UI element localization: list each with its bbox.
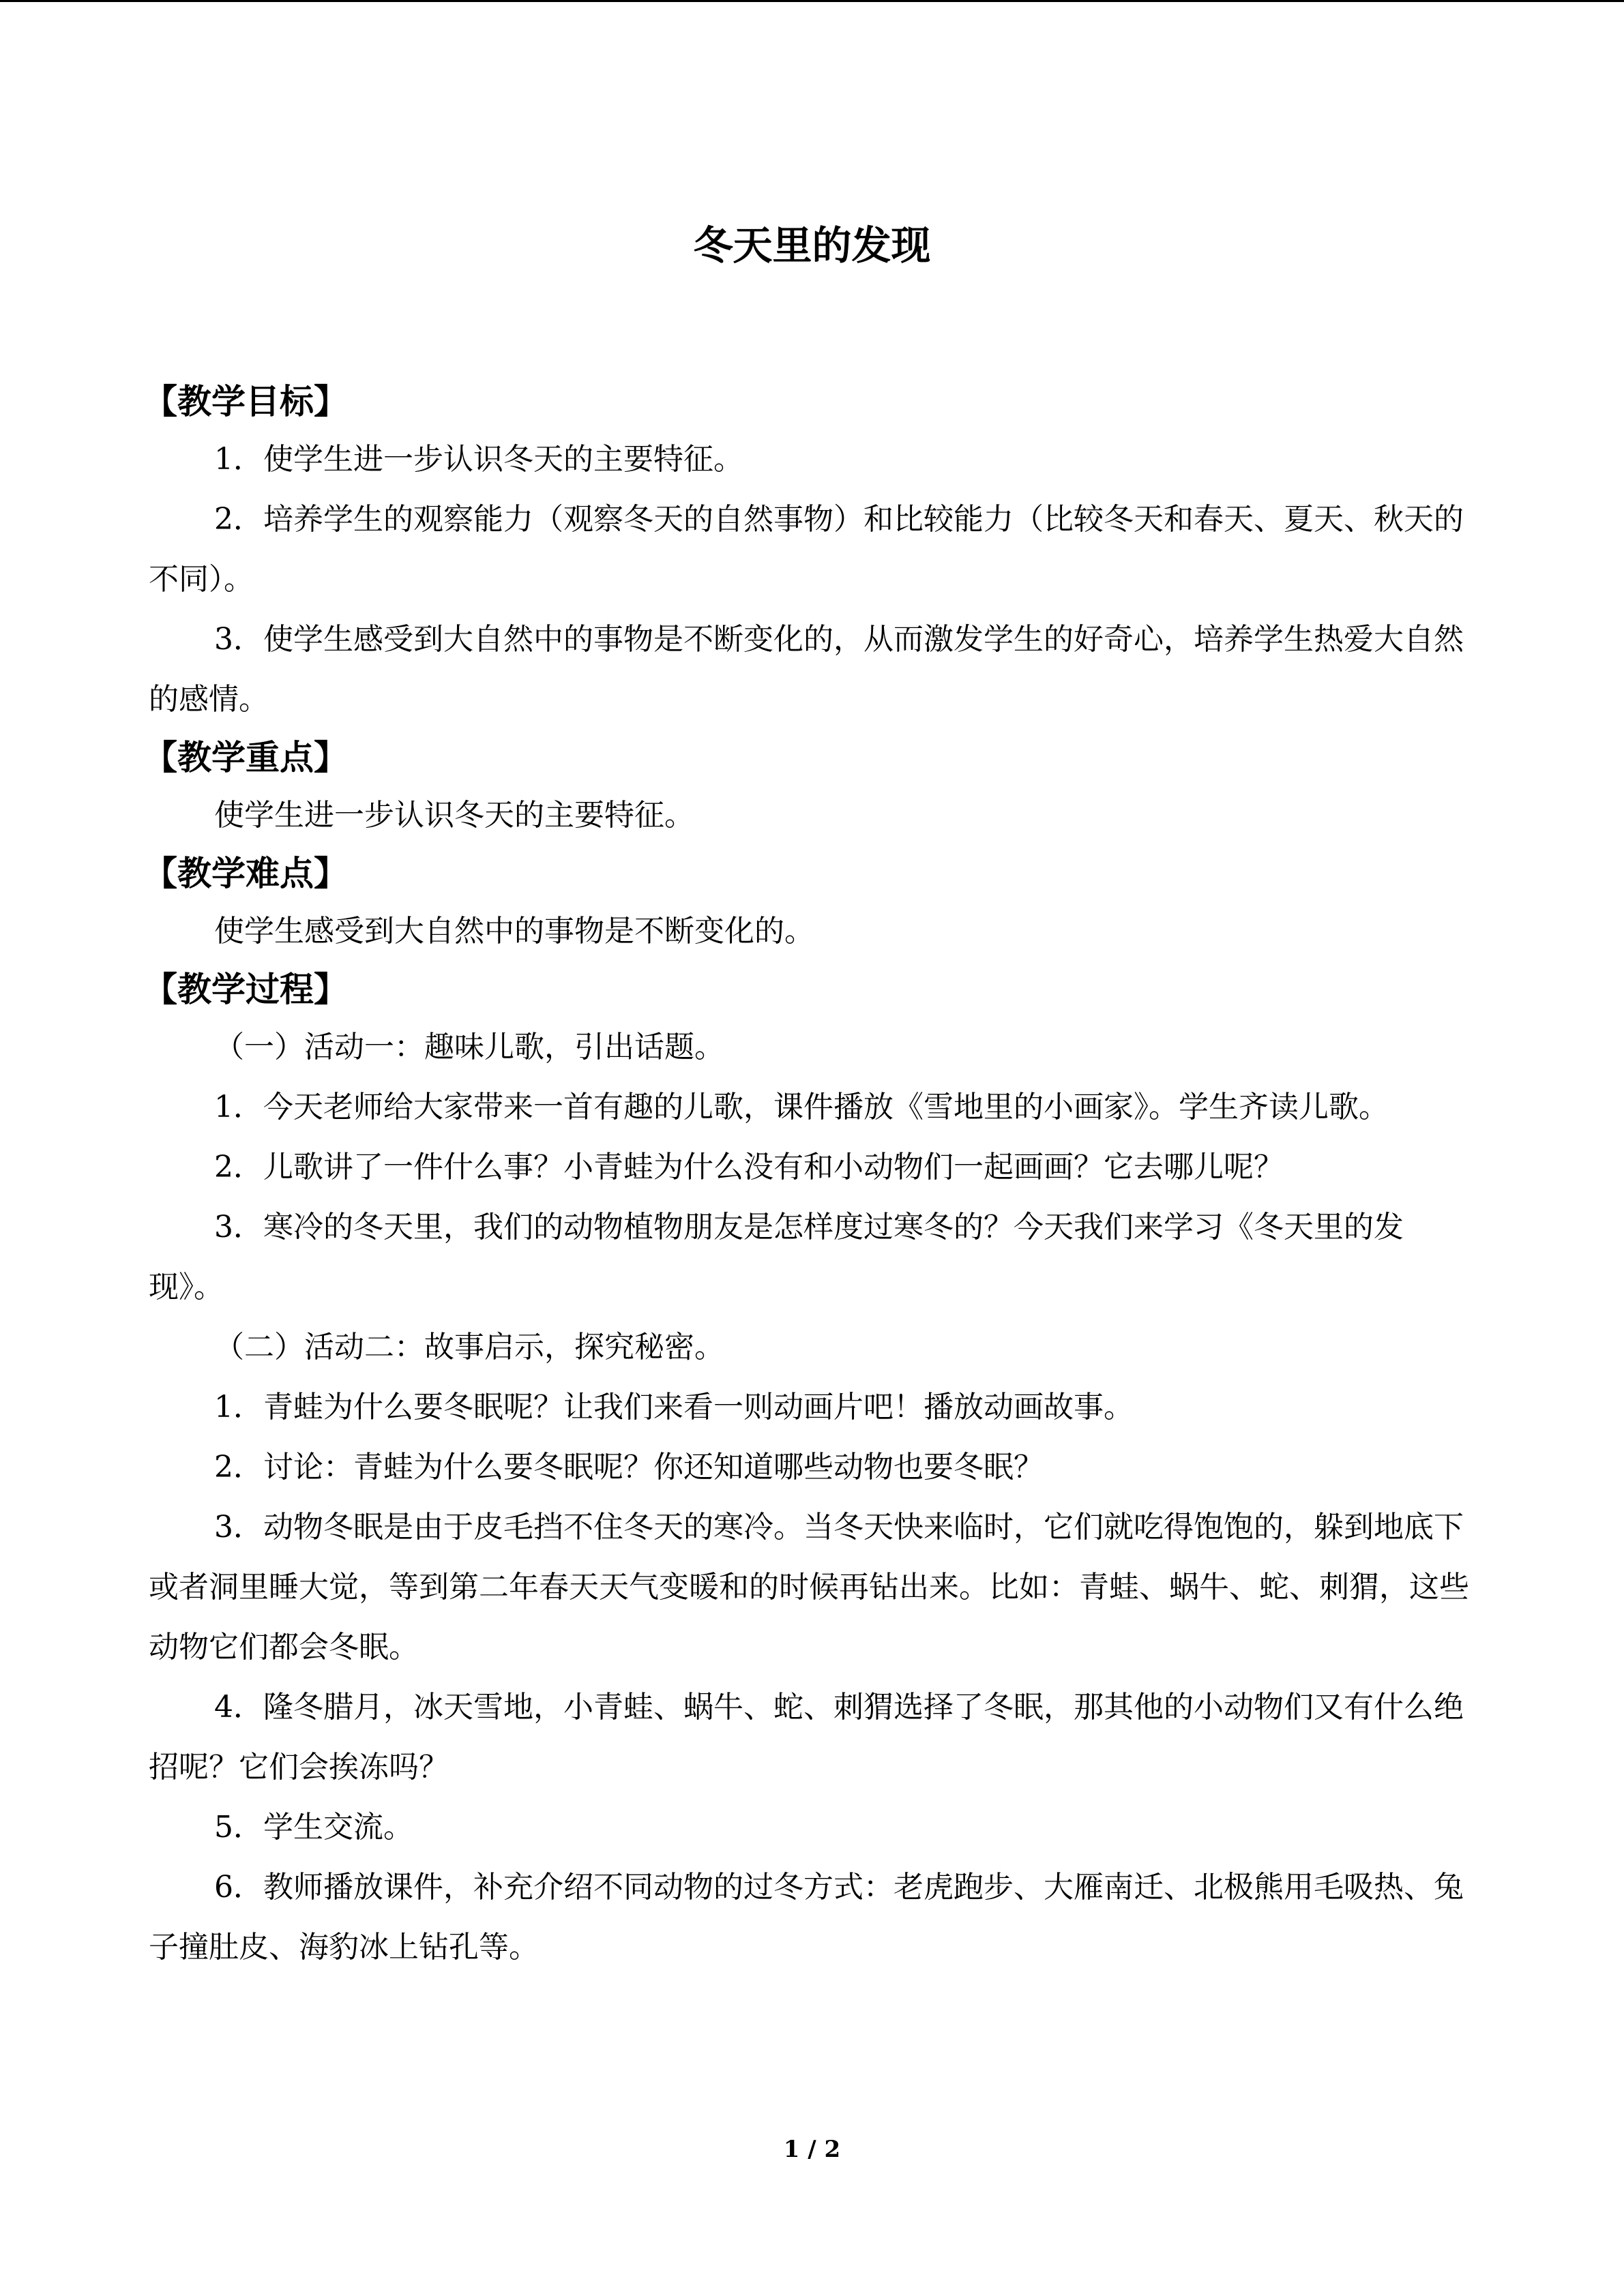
- process-paragraph-7: 4．隆冬腊月，冰天雪地，小青蛙、蜗牛、蛇、刺猬选择了冬眠，那其他的小动物们又有什么绝招呢？它们会挨冻吗？: [149, 1690, 1464, 1785]
- process-paragraph-2: 2．儿歌讲了一件什么事？小青蛙为什么没有和小动物们一起画画？它去哪儿呢？: [214, 1150, 1284, 1184]
- page-number: 1 / 2: [783, 2136, 841, 2163]
- top-border-line: [0, 0, 1624, 2]
- difficulty-paragraph: 使学生感受到大自然中的事物是不断变化的。: [214, 914, 814, 949]
- section-heading-teaching-goals: 【教学目标】: [143, 382, 348, 421]
- goal-paragraph-3: 3．使学生感受到大自然中的事物是不断变化的，从而激发学生的好奇心，培养学生热爱大自然的感情。: [149, 622, 1464, 717]
- process-paragraph-9: 6．教师播放课件，补充介绍不同动物的过冬方式：老虎跑步、大雁南迁、北极熊用毛吸热、兔子撞肚皮、海豹冰上钻孔等。: [149, 1870, 1464, 1965]
- document-body: [143, 374, 1476, 1978]
- process-activity-1-title: （一）活动一：趣味儿歌，引出话题。: [214, 1030, 724, 1064]
- section-heading-key-points: 【教学重点】: [143, 738, 348, 777]
- key-point-paragraph: 使学生进一步认识冬天的主要特征。: [214, 798, 694, 833]
- process-paragraph-8: 5．学生交流。: [214, 1810, 413, 1845]
- section-heading-difficulties: 【教学难点】: [143, 854, 348, 893]
- process-paragraph-4: 1．青蛙为什么要冬眠呢？让我们来看一则动画片吧！播放动画故事。: [214, 1390, 1134, 1425]
- process-paragraph-5: 2．讨论：青蛙为什么要冬眠呢？你还知道哪些动物也要冬眠？: [214, 1450, 1044, 1485]
- process-paragraph-1: 1．今天老师给大家带来一首有趣的儿歌，课件播放《雪地里的小画家》。学生齐读儿歌。: [214, 1090, 1389, 1124]
- goal-paragraph-2: 2．培养学生的观察能力（观察冬天的自然事物）和比较能力（比较冬天和春天、夏天、秋天的不同）。: [149, 502, 1464, 597]
- goal-paragraph-1: 1．使学生进一步认识冬天的主要特征。: [214, 442, 743, 477]
- section-heading-teaching-process: 【教学过程】: [143, 970, 348, 1009]
- process-activity-2-title: （二）活动二：故事启示，探究秘密。: [214, 1330, 724, 1365]
- document-title: 冬天里的发现: [693, 222, 931, 269]
- process-paragraph-6: 3．动物冬眠是由于皮毛挡不住冬天的寒冷。当冬天快来临时，它们就吃得饱饱的，躲到地底下或者洞里睡大觉，等到第二年春天天气变暖和的时候再钻出来。比如：青蛙、蜗牛、蛇、刺猬，这些动物它们都会冬眠。: [149, 1510, 1469, 1665]
- process-paragraph-3: 3．寒冷的冬天里，我们的动物植物朋友是怎样度过寒冬的？今天我们来学习《冬天里的发现》。: [149, 1210, 1404, 1304]
